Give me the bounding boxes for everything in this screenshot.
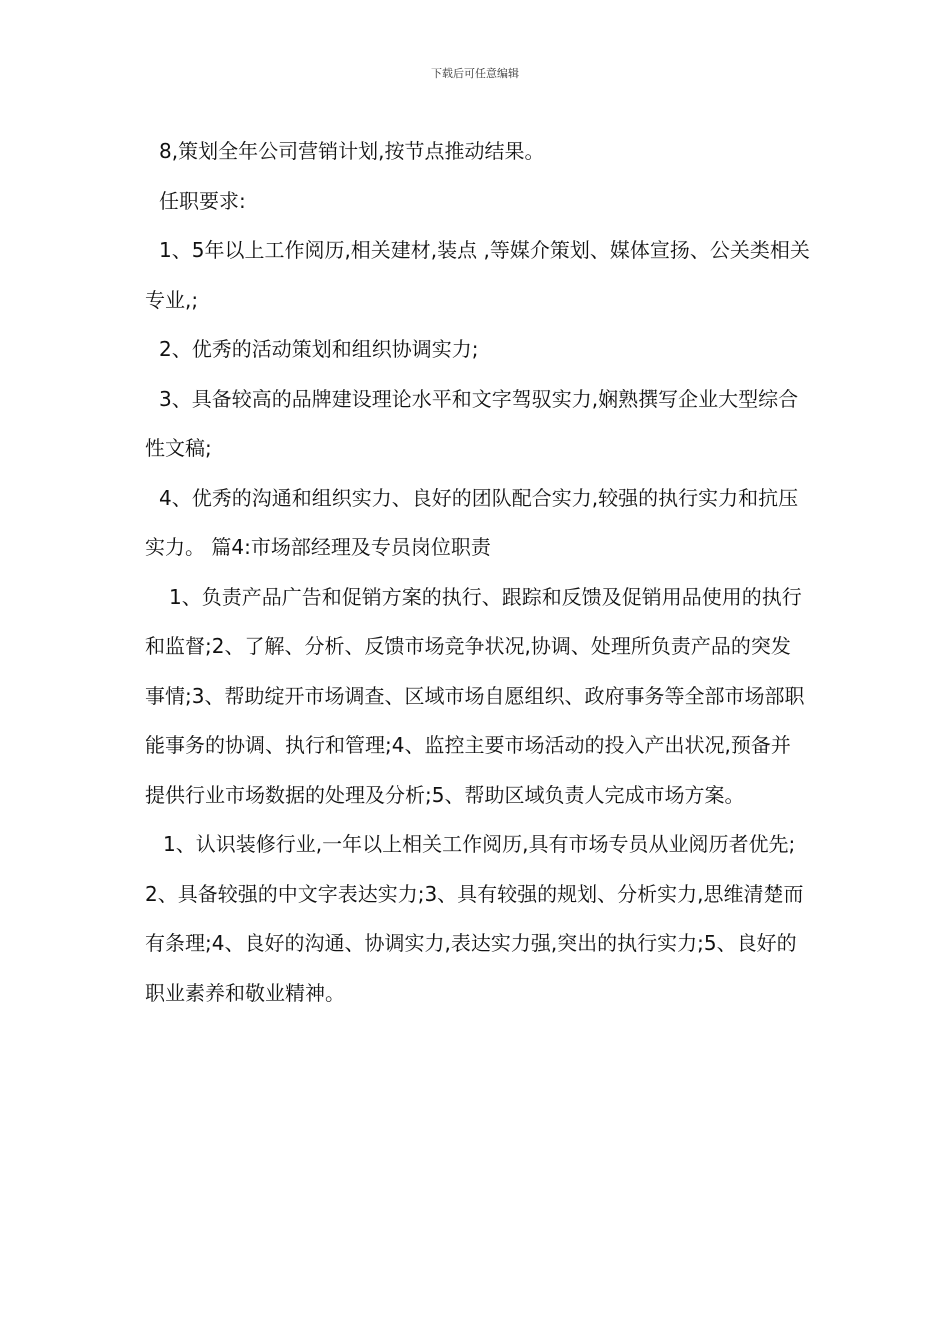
paragraph-qualifications: 1、认识装修行业,一年以上相关工作阅历,具有市场专员从业阅历者优先;2、具备较强的中文字表达实力;3、具有较强的规划、分析实力,思维清楚而有条理;4、良好的沟通、协调实力,表达实力强,突出的执行实力;5、良好的职业素养和敬业精神。 <box>145 832 804 1005</box>
paragraph-requirements-heading: 任职要求: <box>159 188 246 213</box>
paragraph-requirement-4: 4、优秀的沟通和组织实力、良好的团队配合实力,较强的执行实力和抗压实力。 篇4:市场部经理及专员岗位职责 <box>145 485 799 559</box>
paragraph-requirement-3: 3、具备较高的品牌建设理论水平和文字驾驭实力,娴熟撰写企业大型综合性文稿; <box>145 386 799 460</box>
document-body <box>145 127 810 1018</box>
paragraph-requirement-2: 2、优秀的活动策划和组织协调实力; <box>159 337 479 361</box>
paragraph-duties: 1、负责产品广告和促销方案的执行、跟踪和反馈及促销用品使用的执行和监督;2、了解、分析、反馈市场竞争状况,协调、处理所负责产品的突发事情;3、帮助绽开市场调查、区域市场自愿组织、政府事务等全部市场部职能事务的协调、执行和管理;4、监控主要市场活动的投入产出状况,预备并提供行业市场数据的处理及分析;5、帮助区域负责人完成市场方案。 <box>145 584 805 807</box>
paragraph-plan: 8,策划全年公司营销计划,按节点推动结果。 <box>159 139 545 163</box>
page-header-note: 下载后可任意编辑 <box>431 67 519 80</box>
paragraph-requirement-1: 1、5年以上工作阅历,相关建材,装点 ,等媒介策划、媒体宣扬、公关类相关专业,; <box>145 238 810 312</box>
